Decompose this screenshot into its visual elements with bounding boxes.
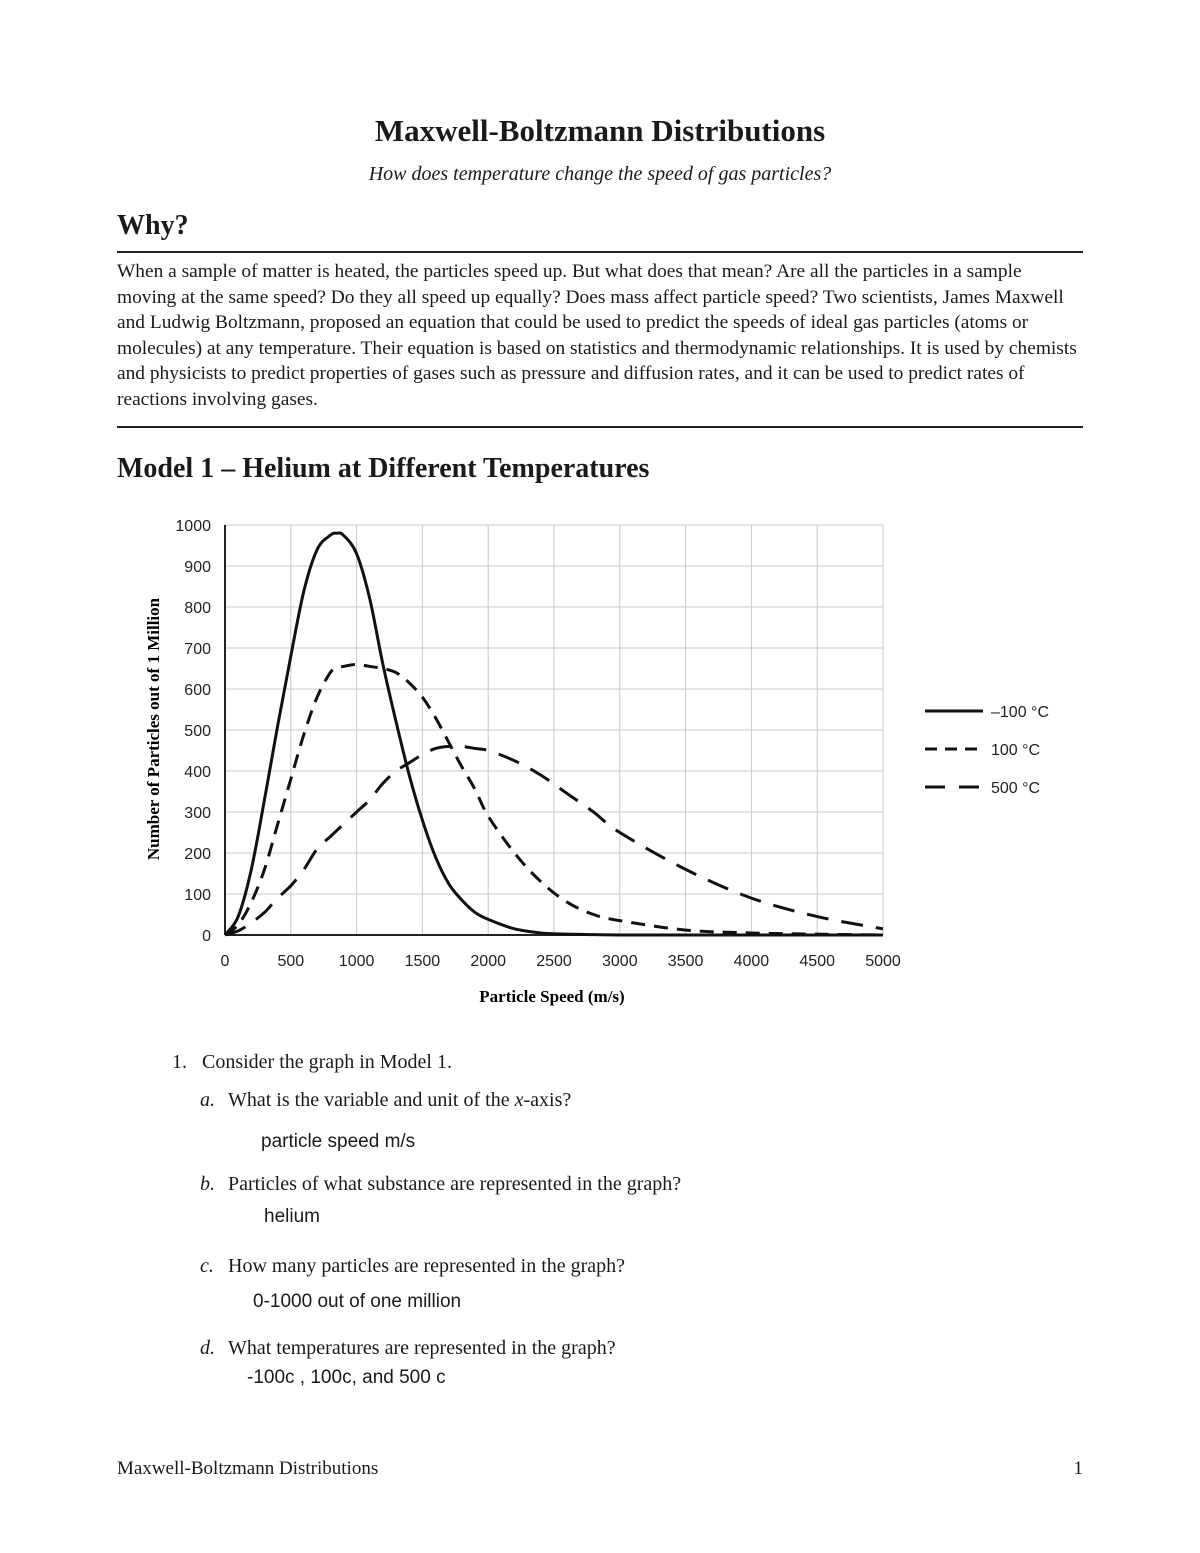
x-tick-label-2: 1000 — [338, 953, 375, 970]
answer-1c: 0-1000 out of one million — [253, 1291, 462, 1312]
question-1d-text: What temperatures are represented in the graph? — [228, 1337, 616, 1359]
question-1a-variable: x — [514, 1089, 524, 1111]
top-divider — [117, 251, 1083, 253]
speed-distribution-chart — [117, 505, 1083, 1015]
x-tick-label-3: 1500 — [404, 953, 441, 970]
x-axis-label: Particle Speed (m/s) — [479, 987, 625, 1006]
x-tick-label-4: 2000 — [470, 953, 506, 970]
question-1a — [200, 1089, 571, 1112]
question-1 — [172, 1051, 452, 1074]
x-tick-label-0: 0 — [220, 953, 230, 970]
chart-tick-labels — [175, 518, 900, 970]
y-tick-label-7: 700 — [184, 641, 211, 658]
question-1-number: 1. — [172, 1051, 187, 1073]
x-tick-label-7: 3500 — [667, 953, 704, 970]
x-tick-label-6: 3000 — [602, 953, 638, 970]
question-1c-letter: c. — [200, 1255, 214, 1277]
legend-label-1: 100 °C — [991, 742, 1041, 759]
question-1a-text-pre: What is the variable and unit of the — [228, 1089, 515, 1111]
question-1c — [200, 1255, 625, 1278]
footer-title: Maxwell-Boltzmann Distributions — [117, 1458, 379, 1479]
y-tick-label-9: 900 — [184, 559, 211, 576]
y-tick-label-0: 0 — [202, 928, 211, 945]
legend-label-0: –100 °C — [991, 704, 1049, 721]
model-heading: Model 1 – Helium at Different Temperatures — [117, 453, 650, 484]
y-tick-label-3: 300 — [184, 805, 211, 822]
why-paragraph: When a sample of matter is heated, the particles speed up. But what does that mean? Are all the particles in a sample moving at the same speed? Do they all speed up equally? Does mass affect particle speed? Two scientists, James Maxwell and Ludwig Boltzmann, proposed an equation that could be used to predict the speeds of ideal gas particles (atoms or molecules) at any temperature. Their equation is based on statistics and thermodynamic relationships. It is used by chemists and physicists to predict properties of gases such as pressure and diffusion rates, and it can be used to predict rates of reactions involving gases. — [117, 261, 1077, 410]
answer-1b: helium — [264, 1206, 320, 1227]
question-1b-text: Particles of what substance are represented in the graph? — [228, 1173, 682, 1195]
x-tick-label-5: 2500 — [536, 953, 572, 970]
question-1a-letter: a. — [200, 1089, 215, 1111]
page-number: 1 — [1073, 1458, 1083, 1479]
question-1d — [200, 1337, 616, 1360]
bottom-divider — [117, 426, 1083, 428]
y-tick-label-6: 600 — [184, 682, 211, 699]
x-tick-label-1: 500 — [277, 953, 305, 970]
y-tick-label-10: 1000 — [175, 518, 211, 535]
why-heading: Why? — [117, 210, 189, 241]
question-1b — [200, 1173, 681, 1196]
question-1d-letter: d. — [200, 1337, 215, 1359]
question-1b-letter: b. — [200, 1173, 215, 1195]
answer-1a: particle speed m/s — [261, 1131, 416, 1152]
x-tick-label-9: 4500 — [799, 953, 835, 970]
legend-label-2: 500 °C — [991, 780, 1041, 797]
x-tick-label-10: 5000 — [865, 953, 901, 970]
question-1c-text: How many particles are represented in the graph? — [228, 1255, 626, 1277]
question-1-text: Consider the graph in Model 1. — [202, 1051, 452, 1073]
y-axis-label: Number of Particles out of 1 Million — [144, 597, 163, 861]
page-subtitle: How does temperature change the speed of gas particles? — [368, 163, 832, 185]
y-tick-label-8: 800 — [184, 600, 211, 617]
question-1a-text-post: -axis? — [523, 1089, 572, 1111]
chart-legend — [925, 704, 1049, 797]
y-tick-label-5: 500 — [184, 723, 211, 740]
y-tick-label-2: 200 — [184, 846, 211, 863]
y-tick-label-4: 400 — [184, 764, 211, 781]
page-title: Maxwell-Boltzmann Distributions — [374, 113, 826, 148]
answer-1d: -100c , 100c, and 500 c — [247, 1367, 446, 1388]
y-tick-label-1: 100 — [184, 887, 211, 904]
x-tick-label-8: 4000 — [733, 953, 770, 970]
chart-grid — [225, 525, 883, 935]
